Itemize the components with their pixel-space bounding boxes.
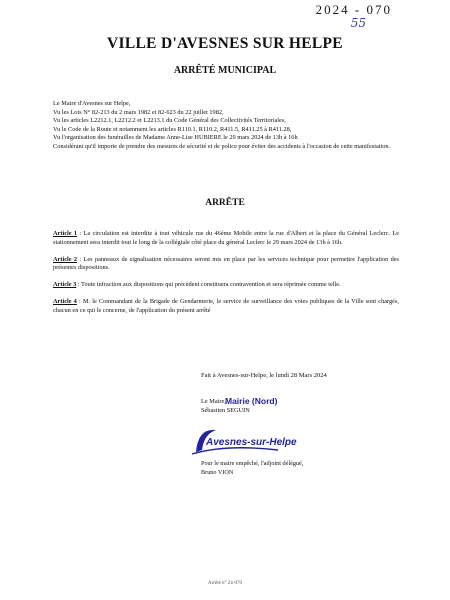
article-label: Article 4 xyxy=(53,297,77,305)
article-label: Article 1 xyxy=(53,230,78,237)
decision-heading: ARRÊTE xyxy=(205,198,245,208)
mairie-stamp: Mairie (Nord) xyxy=(225,396,278,406)
article-text: : M. le Commandant de la Brigade de Gendarmerie, le service de surveillance des voies publiques de la Ville sont chargés, chacun en ce qui le concerne, de l'application du présent arrêté xyxy=(53,297,399,314)
article-text: : La circulation est interdite à tout véhicule rue du 46ème Mobile entre la rue d'Albert et la place du Général Leclerc. Le stationnement sera interdit tout le long de la collégiale côté place du général Leclerc le 29 mars 2024 de 13h à 16h. xyxy=(53,230,399,246)
preamble-line: Vu le Code de la Route et notamment les articles R110.1, R110.2, R411.5, R411.25 à R411.28, xyxy=(53,125,292,133)
deputy-line: Pour le maire empêché, l'adjoint délégué, xyxy=(201,460,304,467)
reference-number: 2024 - 070 xyxy=(315,2,392,17)
preamble-line: Vu les articles L2212.1, L2212.2 et L2213.1 du Code Général des Collectivités Territoriales, xyxy=(53,117,286,125)
article-label: Article 2 xyxy=(53,255,78,263)
article-text: : Toute infraction aux dispositions qui précèdent constituera contravention et sera réprimée comme telle. xyxy=(76,281,341,289)
footer-reference: Arrêté n° 24-070 xyxy=(208,581,242,586)
article-3 xyxy=(53,281,399,290)
article-label: Article 3 xyxy=(53,281,77,289)
town-logo xyxy=(186,420,297,460)
logo-text: Avesnes-sur-Helpe xyxy=(206,437,297,448)
article-4 xyxy=(53,298,399,316)
preamble-line: Vu l'organisation des funérailles de Madame Anne-Lise HUBIERE le 29 mars 2024 de 13h à 16h xyxy=(53,134,298,142)
preamble xyxy=(53,100,401,152)
preamble-line: Vu les Lois N° 82-213 du 2 mars 1982 et 82-623 du 22 juillet 1982, xyxy=(53,108,224,116)
mayor-name: Sébastien SEGUIN xyxy=(201,406,250,414)
deputy-block xyxy=(201,460,303,477)
done-at-line: Fait à Avesnes-sur-Helpe, le lundi 28 Mars 2024 xyxy=(201,372,327,379)
article-text: : Les panneaux de signalisation nécessaires seront mis en place par les services technique pour permettre l'application des présentes dispositions. xyxy=(53,255,399,272)
preamble-line: Le Maire d'Avesnes sur Helpe, xyxy=(53,100,131,107)
preamble-line: Considérant qu'il importe de prendre des mesures de sécurité et de police pour éviter des accidents à l'occasion de cette manifestation. xyxy=(53,142,391,150)
logo-underline xyxy=(192,448,278,454)
handwritten-number: 55 xyxy=(350,16,366,30)
deputy-name: Bruno VION xyxy=(201,468,234,476)
document-subtitle: ARRÊTÉ MUNICIPAL xyxy=(173,65,277,76)
mayor-title: Le Maire, xyxy=(201,398,226,405)
articles xyxy=(53,230,399,324)
article-2 xyxy=(53,256,399,274)
article-1 xyxy=(53,230,399,248)
document-title: VILLE D'AVESNES SUR HELPE xyxy=(107,35,343,52)
